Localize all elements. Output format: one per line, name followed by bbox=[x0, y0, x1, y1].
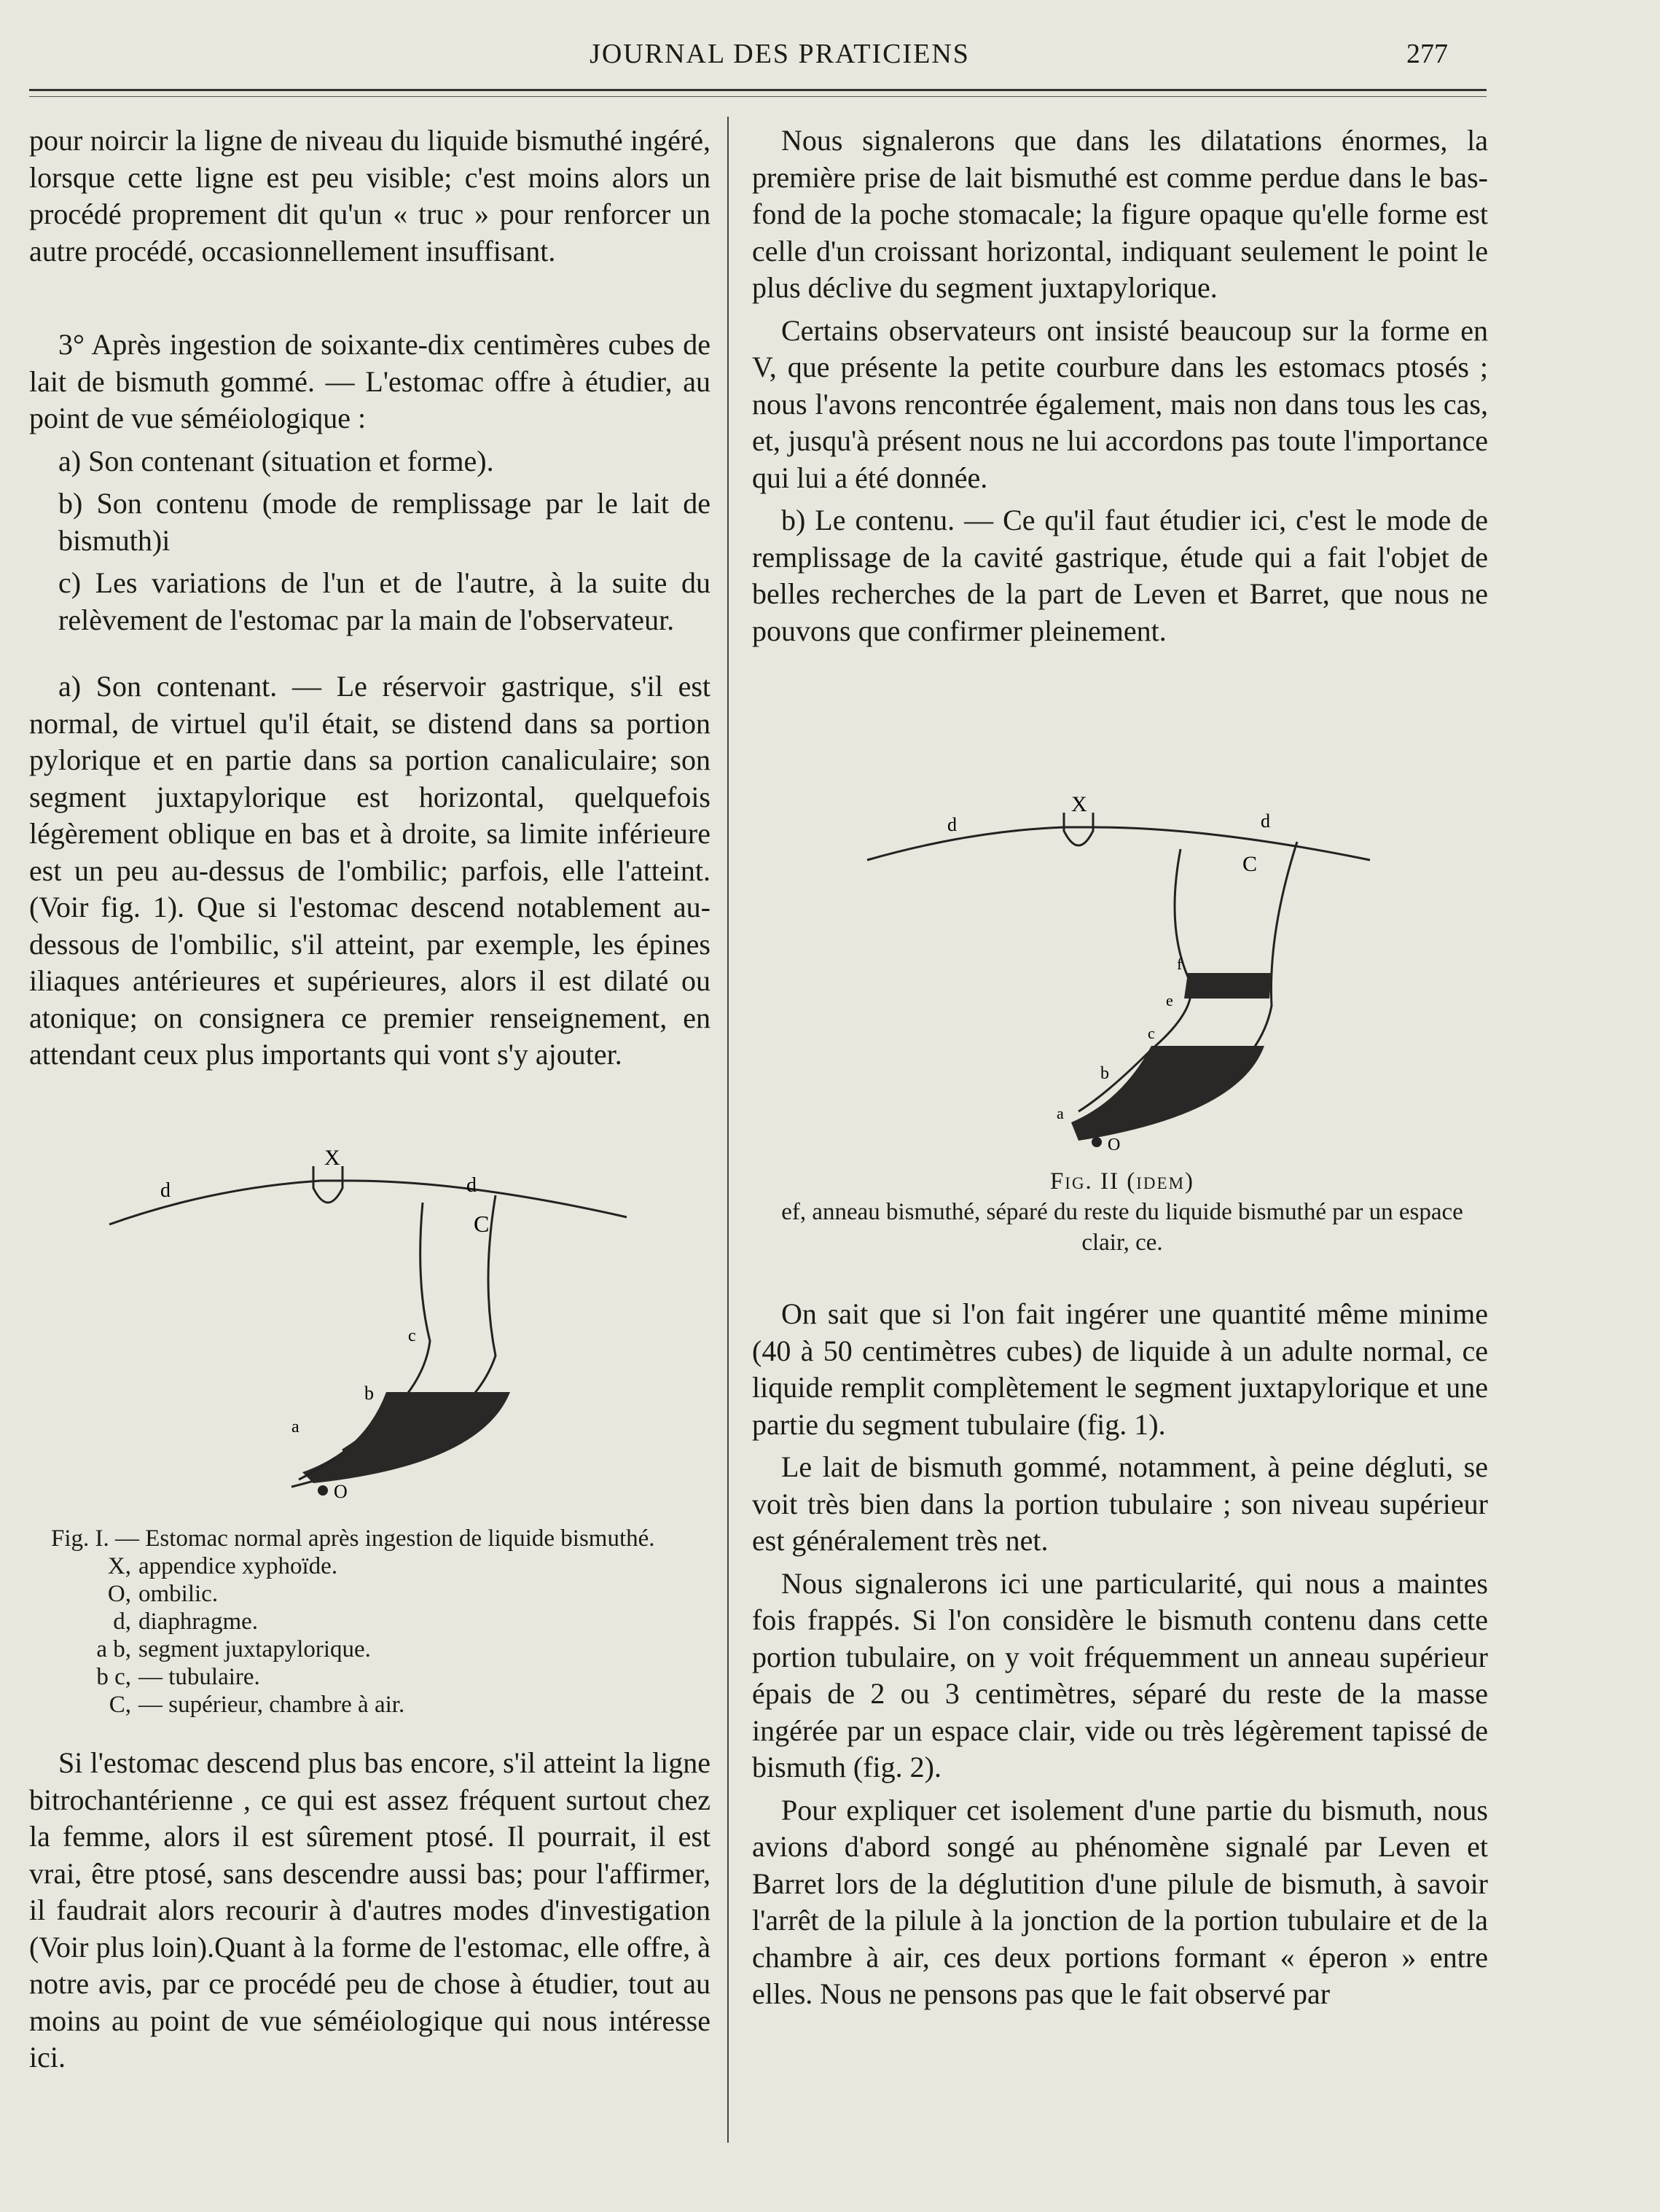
paragraph: pour noircir la ligne de niveau du liquide bismuthé ingéré, lorsque cette ligne est peu visible; c'est moins alors un procédé proprement dit qu'un « truc » pour renforcer un autre procédé, occasionnellement insuffisant. bbox=[29, 124, 710, 267]
label-d-left: d bbox=[160, 1179, 171, 1202]
list-item: b) Son contenu (mode de remplissage par le lait de bismuth)i bbox=[58, 487, 710, 557]
label-d-left: d bbox=[947, 814, 957, 835]
legend-key: O, bbox=[107, 1581, 131, 1607]
diaphragm-line bbox=[867, 827, 1370, 860]
legend-row bbox=[29, 1691, 714, 1719]
legend-row bbox=[29, 1580, 714, 1608]
header-rule-thin bbox=[29, 96, 1487, 97]
label-f: f bbox=[1177, 955, 1183, 973]
label-x: X bbox=[1071, 792, 1087, 816]
label-o: O bbox=[334, 1481, 348, 1502]
legend-key: d, bbox=[113, 1609, 131, 1635]
label-c-big: C bbox=[474, 1211, 490, 1237]
bismuth-fill bbox=[302, 1392, 510, 1483]
label-d-right: d bbox=[466, 1174, 477, 1197]
caption-title: Fig. II (idem) bbox=[1049, 1168, 1195, 1195]
bismuth-ring-ef bbox=[1184, 973, 1272, 998]
legend-key: C, bbox=[109, 1692, 131, 1718]
label-c-small: c bbox=[1148, 1024, 1155, 1042]
legend-text: — tubulaire. bbox=[138, 1664, 260, 1690]
legend-key: X, bbox=[107, 1553, 131, 1579]
umbilicus-dot bbox=[1092, 1137, 1102, 1147]
legend-text: segment juxtapylorique. bbox=[138, 1636, 371, 1662]
legend-row bbox=[29, 1608, 714, 1635]
legend-text: diaphragme. bbox=[138, 1609, 259, 1635]
label-x: X bbox=[324, 1146, 340, 1170]
paragraph: Si l'estomac descend plus bas encore, s'il atteint la ligne bitrochantérienne , ce qui est assez fréquent surtout chez la femme, alors il est sûrement ptosé. Il pourrait, il est vrai, être ptosé, sans descendre aussi bas; pour l'affirmer, il faudrait alors recourir à d'autres modes d'investigation (Voir plus loin).Quant à la forme de l'estomac, elle offre, à notre avis, par ce procédé peu de chose à étudier, tout au moins au point de vue séméiologique qui nous intéresse ici. bbox=[29, 1746, 710, 2074]
legend-row bbox=[29, 1635, 714, 1663]
paragraph: Pour expliquer cet isolement d'une partie du bismuth, nous avions d'abord songé au phénomène signalé par Leven et Barret lors de la déglutition d'une pilule de bismuth, à savoir l'arrêt de la pilule à la jonction de la portion tubulaire et de la chambre à air, ces deux portions formant « éperon » entre elles. Nous ne pensons pas que le fait observé par bbox=[752, 1793, 1488, 2010]
caption-text: ef, anneau bismuthé, séparé du reste du liquide bismuthé par un espace clair, ce. bbox=[781, 1199, 1463, 1256]
label-c-small: c bbox=[408, 1326, 416, 1345]
figure-2-caption bbox=[758, 1166, 1487, 1258]
label-e: e bbox=[1166, 991, 1173, 1009]
label-a: a bbox=[291, 1418, 299, 1437]
column-divider bbox=[727, 117, 729, 2143]
label-a: a bbox=[1057, 1104, 1064, 1122]
journal-title: JOURNAL DES PRATICIENS bbox=[590, 39, 970, 69]
legend-text: appendice xyphoïde. bbox=[138, 1553, 338, 1579]
legend-key: b c, bbox=[96, 1664, 131, 1690]
figure-1-caption bbox=[29, 1525, 714, 1719]
legend-key: a b, bbox=[96, 1636, 131, 1662]
paragraph: Nous signalerons ici une particularité, qui nous a maintes fois frappés. Si l'on considère le bismuth contenu dans cette portion tubulaire, on y voit fréquemment un anneau supérieur épais de 2 ou 3 centimètres, séparé du reste de la masse ingérée par un espace clair, vide ou très légèrement tapissé de bismuth (fig. 2). bbox=[752, 1566, 1488, 1783]
caption-title: Fig. I. — Estomac normal après ingestion de liquide bismuthé. bbox=[51, 1525, 655, 1552]
legend-text: — supérieur, chambre à air. bbox=[138, 1692, 405, 1718]
paragraph: a) Son contenant. — Le réservoir gastrique, s'il est normal, de virtuel qu'il était, se distend dans sa portion pylorique et en partie dans sa portion canaliculaire; son segment juxtapylorique est horizontal, quelquefois légèrement oblique en bas et à droite, sa limite inférieure est un peu au-dessus de l'ombilic; parfois, elle l'atteint. (Voir fig. 1). Que si l'estomac descend notablement au-dessous de l'ombilic, s'il atteint, par exemple, les épines iliaques antérieures et supérieures, alors il est dilaté ou atonique; on consignera ce premier renseignement, en attendant ceux plus importants qui vont s'y ajouter. bbox=[29, 670, 710, 1071]
header-rule bbox=[29, 89, 1487, 91]
paragraph: Certains observateurs ont insisté beaucoup sur la forme en V, que présente la petite courbure dans les estomacs ptosés ; nous l'avons rencontrée également, mais non dans tous les cas, et, jusqu'à présent nous ne lui accordons pas toute l'importance qui lui a été donnée. bbox=[752, 313, 1488, 494]
paragraph: b) Le contenu. — Ce qu'il faut étudier ici, c'est le mode de remplissage de la cavité gastrique, étude qui a fait l'objet de belles recherches de la part de Leven et Barret, que nous ne pouvons que confirmer pleinement. bbox=[752, 504, 1488, 647]
figure-2-stomach-diagram bbox=[860, 787, 1399, 1166]
label-o: O bbox=[1108, 1136, 1121, 1154]
list-item: a) Son contenant (situation et forme). bbox=[58, 444, 494, 477]
legend-row bbox=[29, 1552, 714, 1580]
bismuth-fill-lower bbox=[1071, 1046, 1264, 1141]
diaphragm-line bbox=[109, 1181, 627, 1224]
legend-text: ombilic. bbox=[138, 1581, 219, 1607]
label-b: b bbox=[364, 1383, 374, 1404]
figure-1-stomach-diagram bbox=[102, 1137, 670, 1516]
xiphoid-appendix bbox=[313, 1166, 342, 1203]
paragraph: Le lait de bismuth gommé, notamment, à peine dégluti, se voit très bien dans la portion tubulaire ; son niveau supérieur est généralement très net. bbox=[752, 1450, 1488, 1557]
umbilicus-dot bbox=[318, 1485, 328, 1496]
label-d-right: d bbox=[1261, 810, 1270, 832]
paragraph: On sait que si l'on fait ingérer une quantité même minime (40 à 50 centimètres cubes) de liquide à un adulte normal, ce liquide remplit complètement le segment juxtapylorique et une partie du segment tubulaire (fig. 1). bbox=[752, 1297, 1488, 1441]
paragraph: 3° Après ingestion de soixante-dix centimères cubes de lait de bismuth gommé. — L'estomac offre à étudier, au point de vue séméiologique : bbox=[29, 328, 710, 434]
label-b: b bbox=[1100, 1064, 1109, 1083]
page-number: 277 bbox=[1406, 39, 1448, 69]
paragraph: Nous signalerons que dans les dilatations énormes, la première prise de lait bismuthé est comme perdue dans le bas-fond de la poche stomacale; la figure opaque qu'elle forme est celle d'un croissant horizontal, indiquant seulement le point le plus déclive du segment juxtapylorique. bbox=[752, 124, 1488, 304]
xiphoid-appendix bbox=[1064, 813, 1093, 845]
list-item: c) Les variations de l'un et de l'autre, à la suite du relèvement de l'estomac par la main de l'observateur. bbox=[58, 566, 710, 636]
legend-row bbox=[29, 1663, 714, 1691]
label-c-big: C bbox=[1242, 852, 1258, 876]
